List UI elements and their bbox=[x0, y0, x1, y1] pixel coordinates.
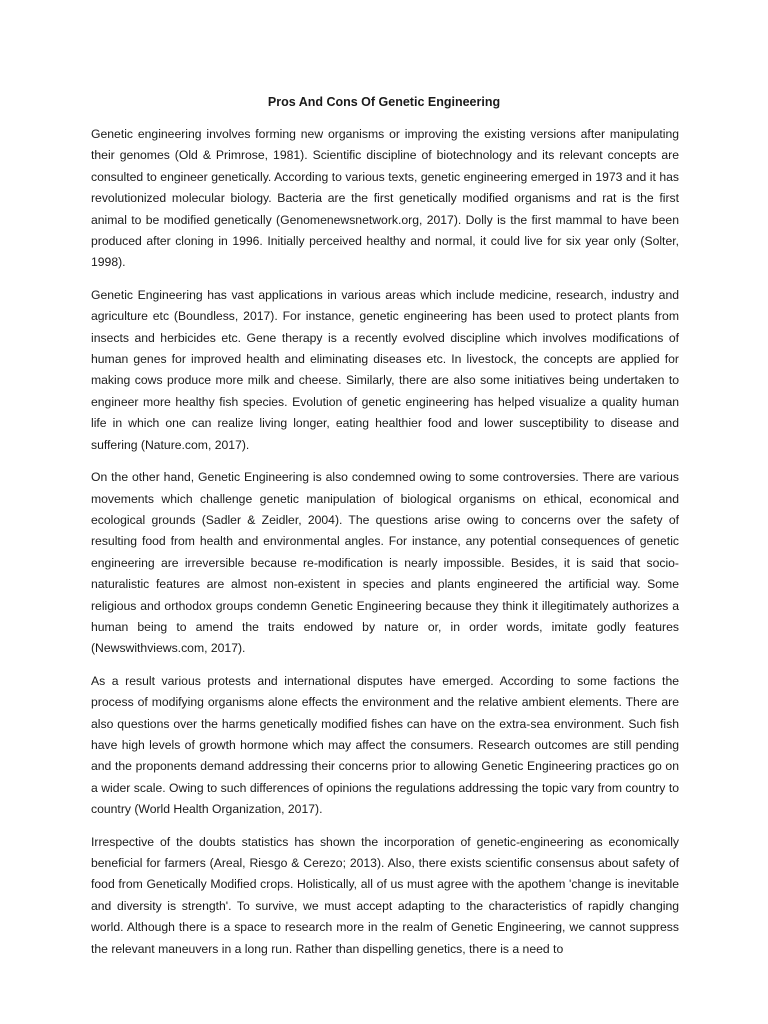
paragraph-controversies: On the other hand, Genetic Engineering is also condemned owing to some controversies. There are various movements which challenge genetic manipulation of biological organisms on ethical, economical and ecological grounds (Sadler & Zeidler, 2004). The questions arise owing to concerns over the safety of resulting food from health and environmental angles. For instance, any potential consequences of genetic engineering are irreversible because re-modification is nearly impossible. Besides, it is said that socio-naturalistic features are almost non-existent in species and plants engineered the artificial way. Some religious and orthodox groups condemn Genetic Engineering because they think it illegitimately authorizes a human being to amend the traits endowed by nature or, in order words, imitate godly features (Newswithviews.com, 2017). bbox=[91, 470, 679, 656]
paragraph-disputes: As a result various protests and international disputes have emerged. According to some factions the process of modifying organisms alone effects the environment and the relative ambient elements. There are also questions over the harms genetically modified fishes can have on the extra-sea environment. Such fish have high levels of growth hormone which may affect the consumers. Research outcomes are still pending and the proponents demand addressing their concerns prior to allowing Genetic Engineering practices go on a wider scale. Owing to such differences of opinions the regulations addressing the topic vary from country to country (World Health Organization, 2017). bbox=[91, 673, 679, 817]
paragraph-intro: Genetic engineering involves forming new organisms or improving the existing versions after manipulating their genomes (Old & Primrose, 1981). Scientific discipline of biotechnology and its relevant concepts are consulted to engineer genetically. According to various texts, genetic engineering emerged in 1973 and it has revolutionized molecular biology. Bacteria are the first genetically modified organisms and rat is the first animal to be modified genetically (Genomenewsnetwork.org, 2017). Dolly is the first mammal to have been produced after cloning in 1996. Initially perceived healthy and normal, it could live for six year only (Solter, 1998). bbox=[91, 127, 679, 270]
paragraph-applications: Genetic Engineering has vast applications in various areas which include medicine, research, industry and agriculture etc (Boundless, 2017). For instance, genetic engineering has been used to protect plants from insects and herbicides etc. Gene therapy is a recently evolved discipline which involves modifications of human genes for improved health and eliminating diseases etc. In livestock, the concepts are applied for making cows produce more milk and cheese. Similarly, there are also some initiatives being undertaken to engineer more healthy fish species. Evolution of genetic engineering has helped visualize a quality human life in which one can realize living longer, eating healthier food and lower susceptibility to disease and suffering (Nature.com, 2017). bbox=[91, 287, 679, 452]
paragraph-conclusion: Irrespective of the doubts statistics has shown the incorporation of genetic-engineering as economically beneficial for farmers (Areal, Riesgo & Cerezo; 2013). Also, there exists scientific consensus about safety of food from Genetically Modified crops. Holistically, all of us must agree with the apothem 'change is inevitable and diversity is strength'. To survive, we must accept adapting to the characteristics of rapidly changing world. Although there is a space to research more in the realm of Genetic Engineering, we cannot suppress the relevant maneuvers in a long run. Rather than dispelling genetics, there is a need to bbox=[91, 834, 679, 956]
document-body bbox=[91, 124, 679, 971]
document-title: Pros And Cons Of Genetic Engineering bbox=[267, 95, 501, 109]
